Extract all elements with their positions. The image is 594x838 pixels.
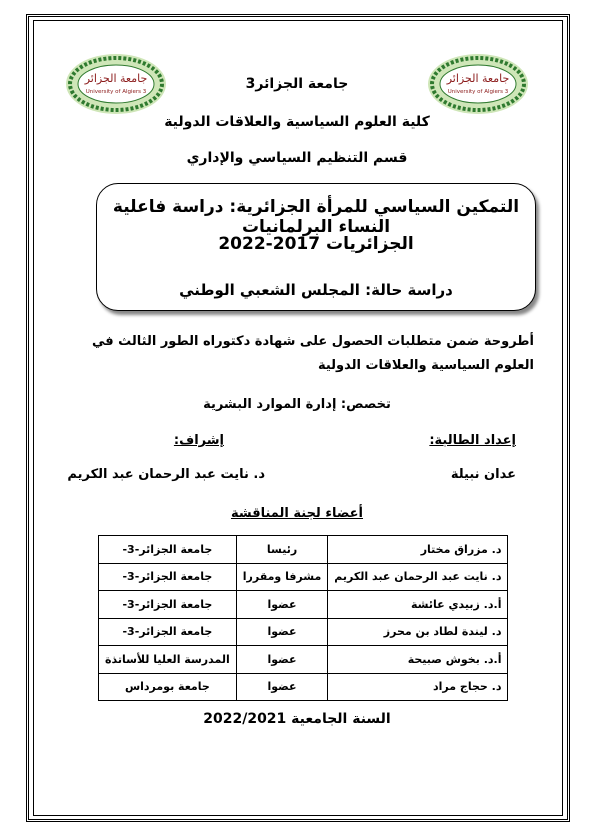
jury-member-role: عضوا <box>236 646 328 674</box>
thesis-description: أطروحة ضمن متطلبات الحصول على شهادة دكتوراه الطور الثالث في العلوم السياسية والعلاقات الدولية <box>91 334 534 373</box>
supervisor-label: إشراف: <box>173 433 224 448</box>
jury-member-institution: جامعة بومرداس <box>99 673 237 701</box>
jury-member-institution: جامعة الجزائر-3- <box>99 536 237 564</box>
jury-member-role: عضوا <box>236 673 328 701</box>
logo-text-en: University of Algiers 3 <box>85 89 147 95</box>
jury-member-role: عضوا <box>236 591 328 619</box>
jury-member-institution: المدرسة العليا للأساتذة <box>99 646 237 674</box>
jury-heading: أعضاء لجنة المناقشة <box>230 506 364 521</box>
logo-text-ar: جامعة الجزائر <box>446 72 510 85</box>
specialty: تخصص: إدارة الموارد البشرية <box>203 397 391 412</box>
student-label: إعداد الطالبة: <box>429 433 516 448</box>
faculty-name: كلية العلوم السياسية والعلاقات الدولية <box>164 114 430 130</box>
table-row <box>99 673 508 701</box>
case-study: دراسة حالة: المجلس الشعبي الوطني <box>179 281 453 299</box>
logo-text-ar: جامعة الجزائر <box>84 72 148 85</box>
table-row <box>99 646 508 674</box>
table-row <box>99 618 508 646</box>
jury-member-name: د. مزراق مختار <box>328 536 508 564</box>
jury-member-institution: جامعة الجزائر-3- <box>99 591 237 619</box>
university-name: جامعة الجزائر3 <box>245 76 349 92</box>
jury-member-name: د. حجاج مراد <box>328 673 508 701</box>
jury-member-role: مشرفا ومقررا <box>236 563 328 591</box>
academic-year: السنة الجامعية 2022/2021 <box>203 711 391 727</box>
supervisor-name: د. نايت عبد الرحمان عبد الكريم <box>67 467 265 482</box>
jury-table <box>98 535 508 701</box>
jury-member-institution: جامعة الجزائر-3- <box>99 563 237 591</box>
jury-member-institution: جامعة الجزائر-3- <box>99 618 237 646</box>
table-row <box>99 536 508 564</box>
student-name: عدان نبيلة <box>450 467 516 482</box>
logo-text-en: University of Algiers 3 <box>447 89 509 95</box>
jury-member-name: أ.د. زبيدي عائشة <box>328 591 508 619</box>
jury-member-role: عضوا <box>236 618 328 646</box>
department-name: قسم التنظيم السياسي والإداري <box>186 150 408 166</box>
jury-member-name: د. نايت عبد الرحمان عبد الكريم <box>328 563 508 591</box>
jury-member-name: أ.د. بخوش صبيحة <box>328 646 508 674</box>
jury-member-role: رئيسا <box>236 536 328 564</box>
thesis-title-line1: التمكين السياسي للمرأة الجزائرية: دراسة فاعلية النساء البرلمانيات <box>112 197 520 237</box>
table-row <box>99 591 508 619</box>
thesis-title-line2: الجزائريات 2017-2022 <box>218 234 414 254</box>
table-row <box>99 563 508 591</box>
jury-member-name: د. ليندة لطاد بن محرز <box>328 618 508 646</box>
